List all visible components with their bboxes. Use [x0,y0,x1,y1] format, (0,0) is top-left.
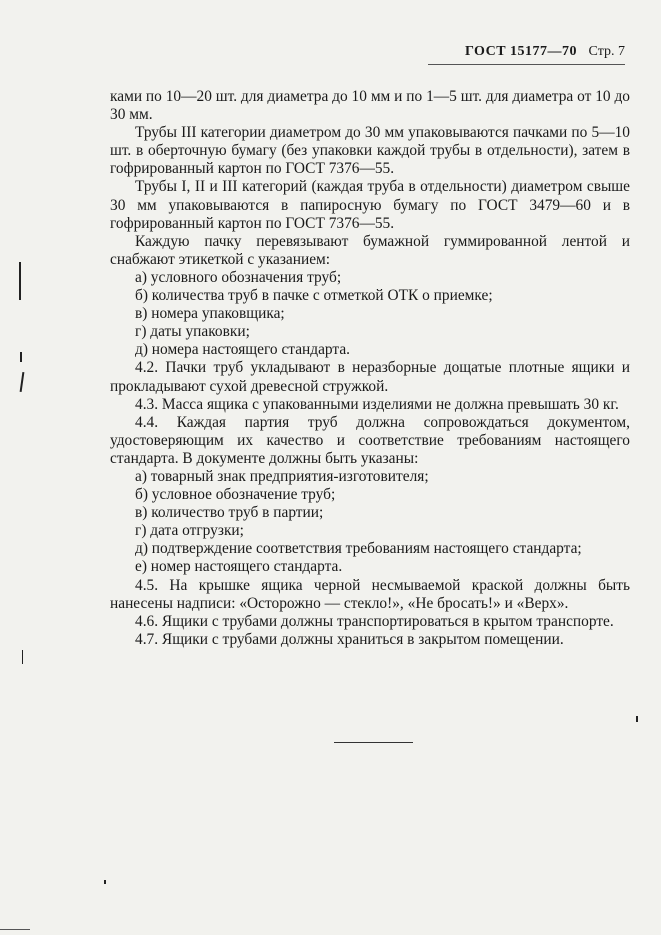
list-item: г) дата отгрузки; [135,522,244,540]
list-item: б) количества труб в пачке с отметкой ОТК о приемке; [135,287,493,305]
paragraph: 4.3. Масса ящика с упакованными изделиями не должна превышать 30 кг. [135,395,619,413]
paragraph: Трубы I, II и III категорий (каждая труба в отдельности) диаметром свыше 30 мм упаковываются в папиросную бумагу по ГОСТ 3479—60 и в гофрированный картон по ГОСТ 7376—55. [110,178,630,232]
paragraph: 4.5. На крышке ящика черной несмываемой краской должны быть нанесены надписи: «Осторожно — стекло!», «Не бросать!» и «Верх». [110,576,630,612]
paragraph: 4.2. Пачки труб укладывают в неразборные дощатые плотные ящики и прокладывают сухой древесной стружкой. [110,359,630,395]
list-item: д) номера настоящего стандарта. [135,341,351,359]
page-header [465,44,625,60]
paragraph: Трубы III категории диаметром до 30 мм упаковываются пачками по 5—10 шт. в оберточную бумагу (без упаковки каждой трубы в отдельности), затем в гофрированный картон по ГОСТ 7376—55. [110,124,630,178]
scan-mark [22,650,23,664]
end-rule [334,742,413,743]
standard-code: ГОСТ 15177—70 [464,44,578,59]
list-item: в) количество труб в партии; [135,504,324,522]
scan-mark [20,372,25,392]
scan-mark [20,352,22,362]
paragraph: 4.6. Ящики с трубами должны транспортироваться в крытом транспорте. [135,612,614,630]
paragraph: 4.4. Каждая партия труб должна сопровождаться документом, удостоверяющим их качество и соответствие требованиям настоящего стандарта. В документе должны быть указаны: [110,413,630,467]
list-item: г) даты упаковки; [135,323,250,341]
scan-mark [104,880,106,884]
list-item: б) условное обозначение труб; [135,486,336,504]
document-body [110,88,630,649]
list-item: в) номера упаковщика; [135,305,285,323]
header-rule [428,64,625,65]
paragraph: 4.7. Ящики с трубами должны храниться в закрытом помещении. [135,630,564,648]
scan-mark [0,929,30,930]
paragraph: Каждую пачку перевязывают бумажной гуммированной лентой и снабжают этикеткой с указанием: [110,232,630,268]
paragraph: д) подтверждение соответствия требованиям настоящего стандарта; [135,540,582,558]
list-item: а) товарный знак предприятия-изготовителя; [135,467,429,485]
list-item: е) номер настоящего стандарта. [135,558,343,576]
scan-mark [636,716,638,722]
list-item: а) условного обозначения труб; [135,268,342,286]
paragraph: ками по 10—20 шт. для диаметра до 10 мм и по 1—5 шт. для диаметра от 10 до 30 мм. [110,88,630,124]
scan-mark [19,262,21,300]
page-number: Стр. 7 [588,44,625,59]
